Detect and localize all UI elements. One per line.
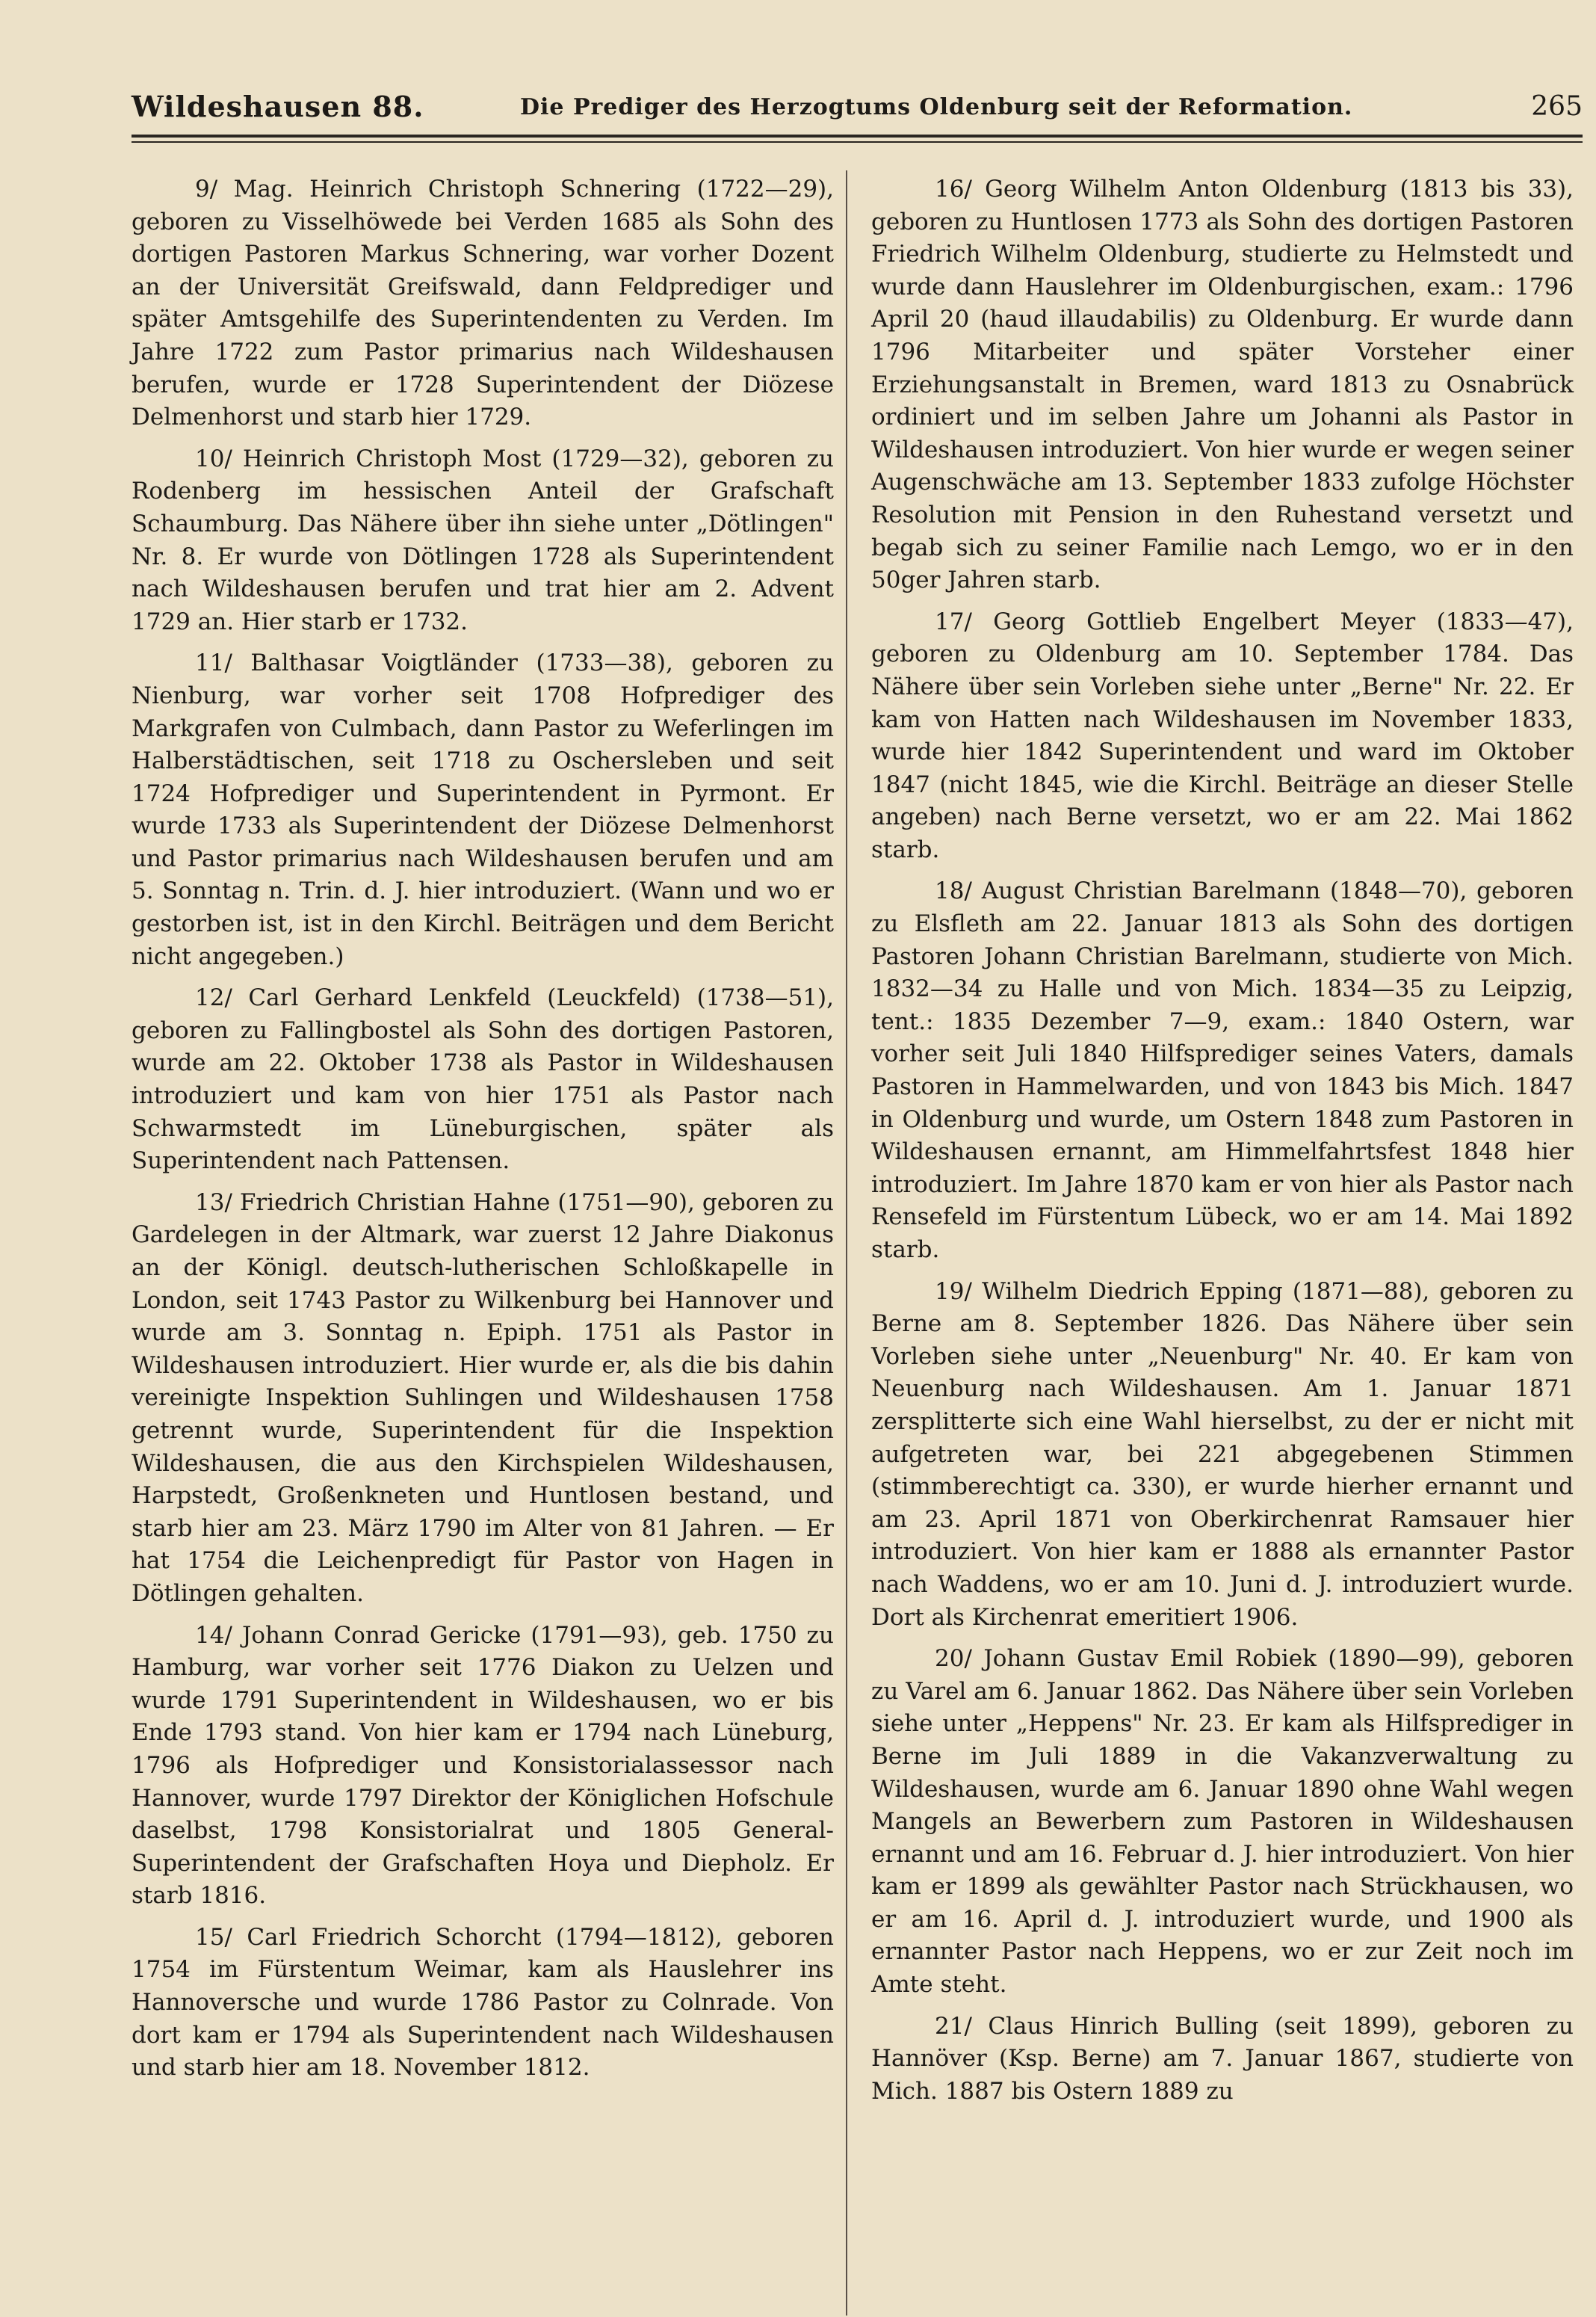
right-column <box>871 173 1574 2117</box>
entry-14: 14/ Johann Conrad Gericke (1791—93), geb. 1750 zu Hamburg, war vorher seit 1776 Diakon zu Uelzen und wurde 1791 Superintendent in Wildeshausen, wo er bis Ende 1793 stand. Von hier kam er 1794 nach Lüneburg, 1796 als Hofprediger und Konsistorialassessor nach Hannover, wurde 1797 Direktor der Königlichen Hofschule daselbst, 1798 Konsistorialrat und 1805 General-Superintendent der Grafschaften Hoya und Diepholz. Er starb 1816. <box>132 1621 834 1910</box>
entry-19: 19/ Wilhelm Diedrich Epping (1871—88), geboren zu Berne am 8. September 1826. Das Nähere über sein Vorleben siehe unter „Neuenburg" Nr. 40. Er kam von Neuenburg nach Wildeshausen. Am 1. Januar 1871 zersplitterte sich eine Wahl hierselbst, zu der er nicht mit aufgetreten war, bei 221 abgegebenen Stimmen (stimmberechtigt ca. 330), er wurde hierher ernannt und am 23. April 1871 von Oberkirchenrat Ramsauer hier introduziert. Von hier kam er 1888 als ernannter Pastor nach Waddens, wo er am 10. Juni d. J. introduziert wurde. Dort als Kirchenrat emeritiert 1906. <box>871 1277 1574 1631</box>
entry-16: 16/ Georg Wilhelm Anton Oldenburg (1813 bis 33), geboren zu Huntlosen 1773 als Sohn des dortigen Pastoren Friedrich Wilhelm Oldenburg, studierte zu Helmstedt und wurde dann Hauslehrer im Oldenburgischen, exam.: 1796 April 20 (haud illaudabilis) zu Oldenburg. Er wurde dann 1796 Mitarbeiter und später Vorsteher einer Erziehungsanstalt in Bremen, ward 1813 zu Osnabrück ordiniert und im selben Jahre um Johanni als Pastor in Wildeshausen introduziert. Von hier wurde er wegen seiner Augenschwäche am 13. September 1833 zufolge Höchster Resolution mit Pension in den Ruhestand versetzt und begab sich zu seiner Familie nach Lemgo, wo er in den 50ger Jahren starb. <box>871 176 1574 594</box>
header-rule <box>132 135 1583 138</box>
entry-13: 13/ Friedrich Christian Hahne (1751—90), geboren zu Gardelegen in der Altmark, war zuerst 12 Jahre Diakonus an der Königl. deutsch-lutherischen Schloßkapelle in London, seit 1743 Pastor zu Wilkenburg bei Hannover und wurde am 3. Sonntag n. Epiph. 1751 als Pastor in Wildeshausen introduziert. Hier wurde er, als die bis dahin vereinigte Inspektion Suhlingen und Wildeshausen 1758 getrennt wurde, Superintendent für die Inspektion Wildeshausen, die aus den Kirchspielen Wildeshausen, Harpstedt, Großenkneten und Huntlosen bestand, und starb hier am 23. März 1790 im Alter von 81 Jahren. — Er hat 1754 die Leichenpredigt für Pastor von Hagen in Dötlingen gehalten. <box>132 1188 834 1607</box>
page-number: 265 <box>1531 91 1583 122</box>
entry-20: 20/ Johann Gustav Emil Robiek (1890—99), geboren zu Varel am 6. Januar 1862. Das Nähere über sein Vorleben siehe unter „Heppens" Nr. 23. Er kam als Hilfsprediger in Berne im Juli 1889 in die Vakanzverwaltung zu Wildeshausen, wurde am 6. Januar 1890 ohne Wahl wegen Mangels an Bewerbern zum Pastoren in Wildeshausen ernannt und am 16. Februar d. J. hier introduziert. Von hier kam er 1899 als gewählter Pastor nach Strückhausen, wo er am 16. April d. J. introduziert wurde, und 1900 als ernannter Pastor nach Heppens, wo er zur Zeit noch im Amte steht. <box>871 1645 1574 1999</box>
left-column <box>132 173 834 2094</box>
header-title: Die Prediger des Herzogtums Oldenburg seit der Reformation. <box>520 94 1353 120</box>
entry-11: 11/ Balthasar Voigtländer (1733—38), geboren zu Nienburg, war vorher seit 1708 Hofprediger des Markgrafen von Culmbach, dann Pastor zu Weferlingen im Halberstädtischen, seit 1718 zu Oschersleben und seit 1724 Hofprediger und Superintendent in Pyrmont. Er wurde 1733 als Superintendent der Diözese Delmenhorst und Pastor primarius nach Wildeshausen berufen und am 5. Sonntag n. Trin. d. J. hier introduziert. (Wann und wo er gestorben ist, ist in den Kirchl. Beiträgen und dem Bericht nicht angegeben.) <box>132 650 834 970</box>
entry-17: 17/ Georg Gottlieb Engelbert Meyer (1833—47), geboren zu Oldenburg am 10. September 1784. Das Nähere über sein Vorleben siehe unter „Berne" Nr. 22. Er kam von Hatten nach Wildeshausen im November 1833, wurde hier 1842 Superintendent und ward im Oktober 1847 (nicht 1845, wie die Kirchl. Beiträge an dieser Stelle angeben) nach Berne versetzt, wo er am 22. Mai 1862 starb. <box>871 608 1574 863</box>
entry-10: 10/ Heinrich Christoph Most (1729—32), geboren zu Rodenberg im hessischen Anteil der Grafschaft Schaumburg. Das Nähere über ihn siehe unter „Dötlingen" Nr. 8. Er wurde von Dötlingen 1728 als Superintendent nach Wildeshausen berufen und trat hier am 2. Advent 1729 an. Hier starb er 1732. <box>132 445 834 635</box>
entry-12: 12/ Carl Gerhard Lenkfeld (Leuckfeld) (1738—51), geboren zu Fallingbostel als Sohn des dortigen Pastoren, wurde am 22. Oktober 1738 als Pastor in Wildeshausen introduziert und kam von hier 1751 als Pastor nach Schwarmstedt im Lüneburgischen, später als Superintendent nach Pattensen. <box>132 984 834 1175</box>
running-header <box>132 82 1583 135</box>
entry-9: 9/ Mag. Heinrich Christoph Schnering (1722—29), geboren zu Visselhöwede bei Verden 1685 als Sohn des dortigen Pastoren Markus Schnering, war vorher Dozent an der Universität Greifswald, dann Feldprediger und später Amtsgehilfe des Superintendenten zu Verden. Im Jahre 1722 zum Pastor primarius nach Wildeshausen berufen, wurde er 1728 Superintendent der Diözese Delmenhorst und starb hier 1729. <box>132 176 834 431</box>
entry-18: 18/ August Christian Barelmann (1848—70), geboren zu Elsfleth am 22. Januar 1813 als Sohn des dortigen Pastoren Johann Christian Barelmann, studierte von Mich. 1832—34 zu Halle und von Mich. 1834—35 zu Leipzig, tent.: 1835 Dezember 7—9, exam.: 1840 Ostern, war vorher seit Juli 1840 Hilfsprediger seines Vaters, damals Pastoren in Hammelwarden, und von 1843 bis Mich. 1847 in Oldenburg und wurde, um Ostern 1848 zum Pastoren in Wildeshausen ernannt, am Himmelfahrtsfest 1848 hier introduziert. Im Jahre 1870 kam er von hier als Pastor nach Rensefeld im Fürstentum Lübeck, wo er am 14. Mai 1892 starb. <box>871 877 1574 1263</box>
header-rule-thin <box>132 141 1583 143</box>
header-place: Wildeshausen 88. <box>132 90 424 123</box>
column-divider <box>846 170 847 2316</box>
entry-21: 21/ Claus Hinrich Bulling (seit 1899), geboren zu Hannöver (Ksp. Berne) am 7. Januar 1867, studierte von Mich. 1887 bis Ostern 1889 zu <box>871 2012 1574 2105</box>
entry-15: 15/ Carl Friedrich Schorcht (1794—1812), geboren 1754 im Fürstentum Weimar, kam als Hauslehrer ins Hannoversche und wurde 1786 Pastor zu Colnrade. Von dort kam er 1794 als Superintendent nach Wildeshausen und starb hier am 18. November 1812. <box>132 1923 834 2082</box>
